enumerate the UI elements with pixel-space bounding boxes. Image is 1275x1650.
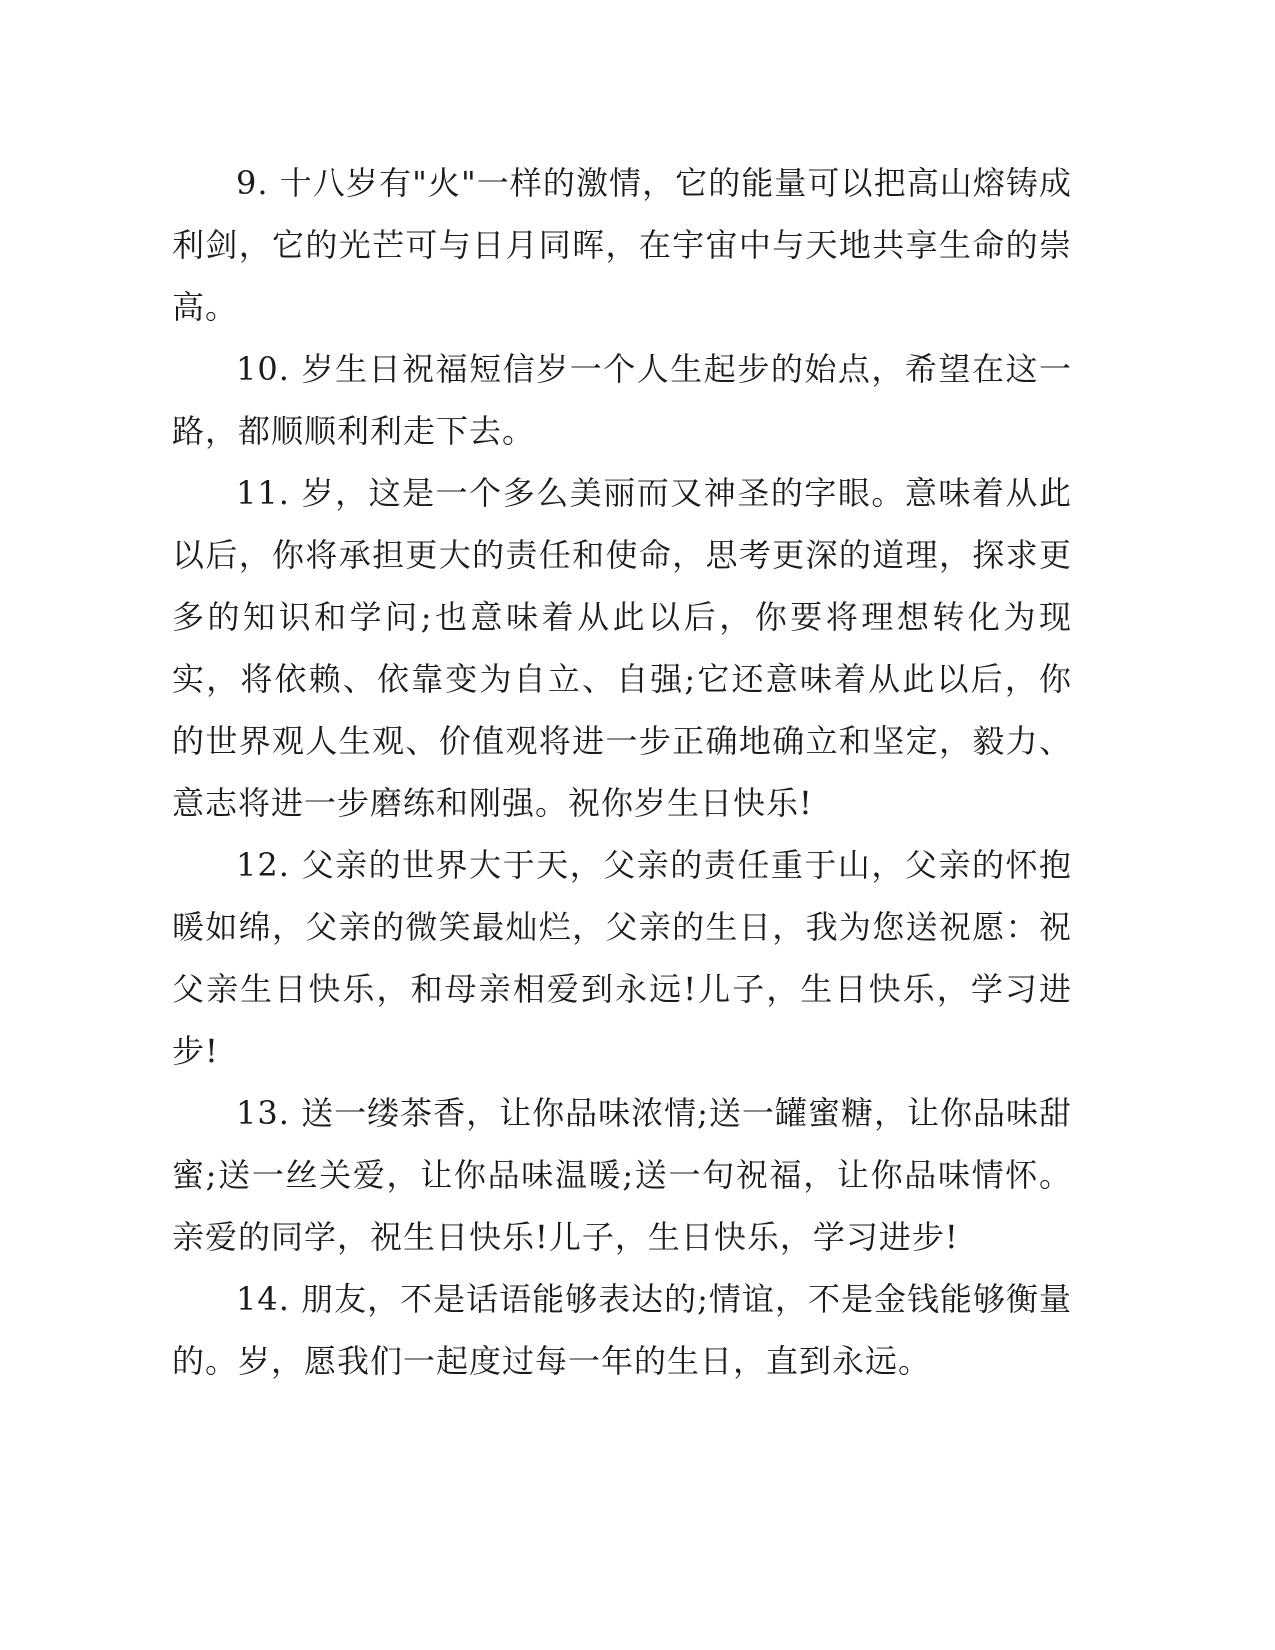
- paragraph-item-9: 9. 十八岁有"火"一样的激情，它的能量可以把高山熔铸成利剑，它的光芒可与日月同晖，在宇宙中与天地共享生命的崇高。: [172, 164, 1072, 326]
- paragraph-item-14: 14. 朋友，不是话语能够表达的;情谊，不是金钱能够衡量的。岁，愿我们一起度过每一年的生日，直到永远。: [172, 1280, 1072, 1380]
- paragraph-item-11: 11. 岁，这是一个多么美丽而又神圣的字眼。意味着从此以后，你将承担更大的责任和使命，思考更深的道理，探求更多的知识和学问;也意味着从此以后，你要将理想转化为现实，将依赖、依靠变为自立、自强;它还意味着从此以后，你的世界观人生观、价值观将进一步正确地确立和坚定，毅力、意志将进一步磨练和刚强。祝你岁生日快乐!: [172, 474, 1072, 822]
- paragraph-item-10: 10. 岁生日祝福短信岁一个人生起步的始点，希望在这一路，都顺顺利利走下去。: [172, 350, 1072, 450]
- paragraph-item-12: 12. 父亲的世界大于天，父亲的责任重于山，父亲的怀抱暖如绵，父亲的微笑最灿烂，父亲的生日，我为您送祝愿：祝父亲生日快乐，和母亲相爱到永远!儿子，生日快乐，学习进步!: [172, 846, 1072, 1070]
- paragraph-item-13: 13. 送一缕茶香，让你品味浓情;送一罐蜜糖，让你品味甜蜜;送一丝关爱，让你品味温暖;送一句祝福，让你品味情怀。亲爱的同学，祝生日快乐!儿子，生日快乐，学习进步!: [172, 1094, 1072, 1256]
- document-body: [172, 152, 1072, 1392]
